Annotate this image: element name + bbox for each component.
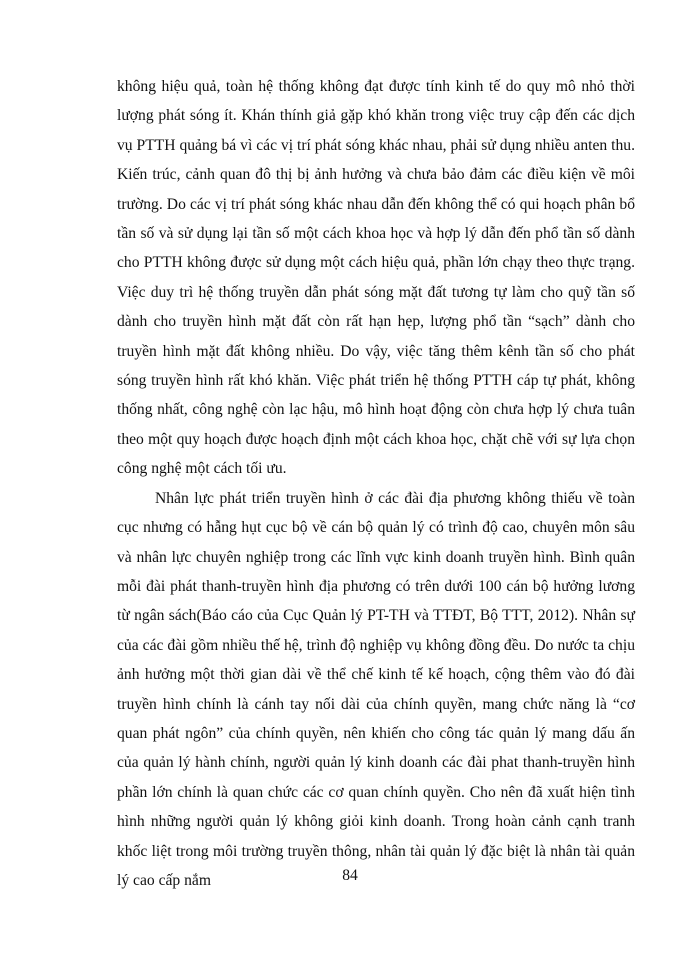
page-number: 84 xyxy=(342,867,358,884)
body-text xyxy=(117,72,635,895)
paragraph-continuation: không hiệu quả, toàn hệ thống không đạt được tính kinh tế do quy mô nhỏ thời lượng phát sóng ít. Khán thính giả gặp khó khăn trong việc truy cập đến các dịch vụ PTTH quảng bá vì các vị trí phát sóng khác nhau, phải sử dụng nhiều anten thu. Kiến trúc, cảnh quan đô thị bị ảnh hưởng và chưa bảo đảm các điều kiện về môi trường. Do các vị trí phát sóng khác nhau dẫn đến không thể có qui hoạch phân bổ tần số và sử dụng lại tần số một cách khoa học và hợp lý dẫn đến phổ tần số dành cho PTTH không được sử dụng một cách hiệu quả, phần lớn chạy theo thực trạng. Việc duy trì hệ thống truyền dẫn phát sóng mặt đất tương tự làm cho quỹ tần số dành cho truyền hình mặt đất còn rất hạn hẹp, lượng phổ tần “sạch” dành cho truyền hình mặt đất không nhiều. Do vậy, việc tăng thêm kênh tần số cho phát sóng truyền hình rất khó khăn. Việc phát triển hệ thống PTTH cáp tự phát, không thống nhất, công nghệ còn lạc hậu, mô hình hoạt động còn chưa hợp lý chưa tuân theo một quy hoạch được hoạch định một cách khoa học, chặt chẽ với sự lựa chọn công nghệ một cách tối ưu. xyxy=(117,78,635,478)
paragraph-human-resources: Nhân lực phát triển truyền hình ở các đài địa phương không thiếu về toàn cục nhưng có hẫng hụt cục bộ về cán bộ quản lý có trình độ cao, chuyên môn sâu và nhân lực chuyên nghiệp trong các lĩnh vực kinh doanh truyền hình. Bình quân mỗi đài phát thanh-truyền hình địa phương có trên dưới 100 cán bộ hưởng lương từ ngân sách(Báo cáo của Cục Quản lý PT-TH và TTĐT, Bộ TTT, 2012). Nhân sự của các đài gồm nhiều thế hệ, trình độ nghiệp vụ không đồng đều. Do nước ta chịu ảnh hưởng một thời gian dài về thể chế kinh tế kế hoạch, cộng thêm vào đó đài truyền hình chính là cánh tay nối dài của chính quyền, mang chức năng là “cơ quan phát ngôn” của chính quyền, nên khiến cho công tác quản lý mang dấu ấn của quản lý hành chính, người quản lý kinh doanh các đài phat thanh-truyền hình phần lớn chính là quan chức các cơ quan chính quyền. Cho nên đã xuất hiện tình hình những người quản lý không giỏi kinh doanh. Trong hoàn cảnh cạnh tranh khốc liệt trong môi trường truyền thông, nhân tài quản lý đặc biệt là nhân tài quản lý cao cấp nắm xyxy=(117,489,635,889)
